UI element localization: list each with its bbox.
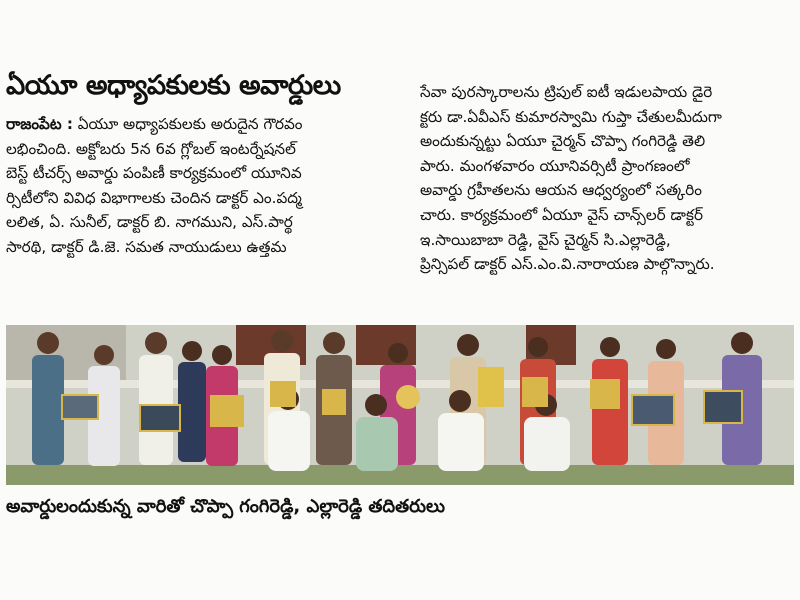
text-line: ర్సిటీలోని వివిధ విభాగాలకు చెందిన డాక్టర్ ఎం.పద్మ — [6, 188, 302, 207]
article-right-column — [420, 80, 796, 277]
text-span: ఏయూ అధ్యాపకులకు అరుదైన గౌరవం — [72, 115, 303, 133]
article-headline: ఏయూ అధ్యాపకులకు అవార్డులు — [6, 70, 341, 101]
article-left-column — [6, 112, 411, 260]
text-line: చారు. కార్యక్రమంలో ఏయూ వైస్ చాన్స్‌లర్ డాక్టర్ — [420, 205, 703, 224]
award-plaque — [704, 391, 742, 423]
text-line: ప్రిన్సిపల్ డాక్టర్ ఎస్.ఎం.వి.నారాయణ పాల్గొన్నారు. — [420, 255, 715, 274]
text-line: లలిత, ఏ. సునీల్, డాక్టర్ బి. నాగముని, ఎస్.పార్థ — [6, 213, 293, 232]
award-plaque — [522, 377, 548, 407]
group-photo — [6, 325, 794, 485]
text-line: బెస్ట్ టీచర్స్ అవార్డు పంపిణీ కార్యక్రమంలో యూనివ — [6, 164, 302, 183]
award-plaque — [632, 395, 674, 425]
award-plaque — [140, 405, 180, 431]
award-medal — [396, 385, 420, 409]
text-line: ఇ.సాయిబాబా రెడ్డి, వైస్ చైర్మన్ సి.ఎల్లారెడ్డి, — [420, 230, 671, 249]
text-line: క్టరు డా.ఏవీఎస్ కుమారస్వామి గుప్తా చేతులమీదుగా — [420, 107, 722, 126]
text-line — [6, 112, 411, 137]
award-plaque — [270, 381, 296, 407]
text-line: అందుకున్నట్టు ఏయూ చైర్మన్ చొప్పా గంగిరెడ్డి తెలి — [420, 132, 706, 151]
ground — [6, 465, 794, 485]
window — [356, 325, 416, 365]
text-line: సేవా పురస్కారాలను ట్రిపుల్ ఐటీ ఇడులపాయ డైరె — [420, 83, 713, 101]
text-line: లభించింది. అక్టోబరు 5న 6వ గ్లోబల్ ఇంటర్నేషనల్ — [6, 139, 296, 158]
text-line: అవార్డు గ్రహీతలను ఆయన ఆధ్వర్యంలో సత్కరిం — [420, 181, 702, 200]
award-plaque — [590, 379, 620, 409]
award-plaque — [478, 367, 504, 407]
group-photo-illustration — [6, 325, 794, 485]
text-line: పారు. మంగళవారం యూనివర్సిటీ ప్రాంగణంలో — [420, 156, 690, 175]
text-line: సారథి, డాక్టర్ డి.జె. సమత నాయుడులు ఉత్తమ — [6, 237, 287, 256]
photo-caption: అవార్డులందుకున్న వారితో చొప్పా గంగిరెడ్డి, ఎల్లారెడ్డి తదితరులు — [6, 496, 446, 517]
award-plaque — [62, 395, 98, 419]
award-plaque — [210, 395, 244, 427]
award-plaque — [322, 389, 346, 415]
dateline: రాజంపేట : — [6, 115, 73, 133]
